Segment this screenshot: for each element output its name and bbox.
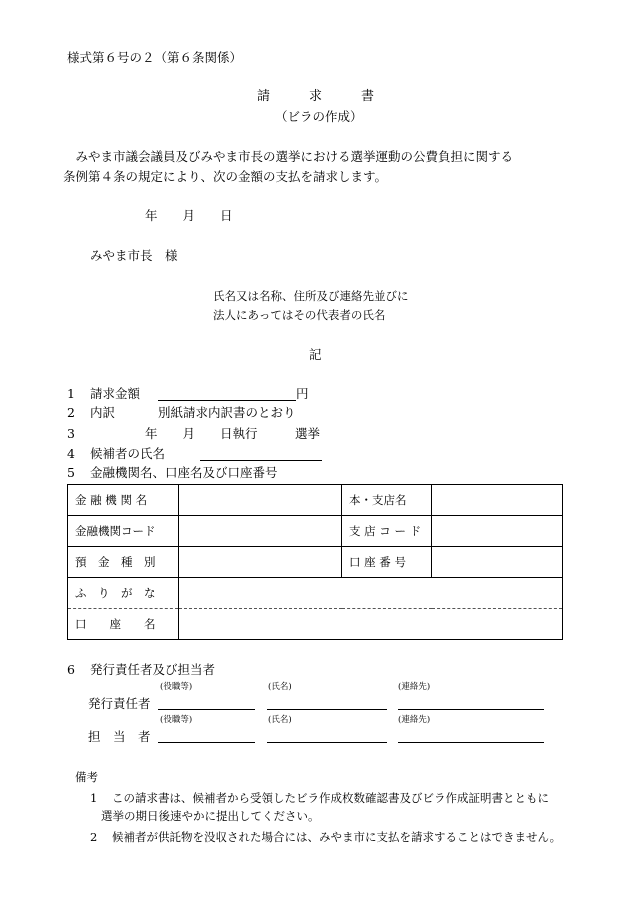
table-row <box>68 516 563 547</box>
publisher-label: 発行責任者 <box>88 696 151 711</box>
document-subtitle: （ビラの作成） <box>275 109 363 124</box>
branch-name-label: 本・支店名 <box>342 485 432 516</box>
person-in-charge-label: 担 当 者 <box>88 729 151 744</box>
branch-code-label: 支 店 コ ー ド <box>342 516 432 547</box>
note1-line2: 選挙の期日後速やかに提出してください。 <box>101 809 320 823</box>
staff-contact-caption: (連絡先) <box>398 715 431 725</box>
notes-heading: 備考 <box>75 770 98 784</box>
table-row <box>68 485 563 516</box>
ki-heading: 記 <box>309 347 322 362</box>
furigana-label: ふ り が な <box>68 578 179 609</box>
publisher-contact-caption: (連絡先) <box>398 682 431 692</box>
staff-name-field[interactable] <box>267 742 387 743</box>
staff-name-caption: (氏名) <box>268 715 292 725</box>
table-row <box>68 578 563 609</box>
table-row <box>68 609 563 640</box>
section6-label: 発行責任者及び担当者 <box>90 662 216 677</box>
bank-code-field[interactable] <box>179 516 342 547</box>
bank-code-label: 金融機関コード <box>68 516 179 547</box>
note2-number: 2 <box>90 830 98 844</box>
bank-name-label: 金 融 機 関 名 <box>68 485 179 516</box>
item1-number: 1 <box>67 386 75 401</box>
document-title: 請 求 書 <box>257 89 375 104</box>
note1-number: 1 <box>90 791 98 805</box>
publisher-contact-field[interactable] <box>398 709 544 710</box>
item1-label: 請求金額 <box>90 386 141 401</box>
item3-text: 年 月 日執行 選挙 <box>145 426 321 441</box>
item5-number: 5 <box>67 465 75 480</box>
bank-name-field[interactable] <box>179 485 342 516</box>
furigana-field[interactable] <box>179 578 563 609</box>
item2-label: 内訳 <box>90 405 116 420</box>
branch-name-field[interactable] <box>432 485 563 516</box>
intro-text-line1: みやま市議会議員及びみやま市長の選挙における選挙運動の公費負担に関する <box>63 149 514 164</box>
intro-text-line2: 条例第４条の規定により、次の金額の支払を請求します。 <box>63 169 388 184</box>
date-line: 年 月 日 <box>145 208 233 223</box>
applicant-label-line1: 氏名又は名称、住所及び連絡先並びに <box>213 289 409 303</box>
table-row <box>68 547 563 578</box>
item1-unit: 円 <box>296 386 309 401</box>
item4-number: 4 <box>67 446 75 461</box>
section6-number: 6 <box>67 662 75 677</box>
bank-account-table <box>67 484 563 640</box>
account-number-label: 口 座 番 号 <box>342 547 432 578</box>
publisher-role-field[interactable] <box>158 709 255 710</box>
note1-line1: この請求書は、候補者から受領したビラ作成枚数確認書及びビラ作成証明書とともに <box>112 791 549 805</box>
account-name-field[interactable] <box>179 609 563 640</box>
candidate-name-field[interactable] <box>200 460 322 461</box>
deposit-type-label: 預 金 種 別 <box>68 547 179 578</box>
publisher-name-field[interactable] <box>267 709 387 710</box>
account-number-field[interactable] <box>432 547 563 578</box>
addressee: みやま市長 様 <box>90 248 178 263</box>
publisher-name-caption: (氏名) <box>268 682 292 692</box>
branch-code-field[interactable] <box>432 516 563 547</box>
claim-amount-field[interactable] <box>158 400 296 401</box>
item2-value: 別紙請求内訳書のとおり <box>158 405 296 420</box>
item2-number: 2 <box>67 405 75 420</box>
account-name-label: 口 座 名 <box>68 609 179 640</box>
deposit-type-field[interactable] <box>179 547 342 578</box>
staff-role-field[interactable] <box>158 742 255 743</box>
item3-number: 3 <box>67 426 75 441</box>
item5-label: 金融機関名、口座名及び口座番号 <box>90 465 278 480</box>
staff-role-caption: (役職等) <box>160 715 193 725</box>
applicant-label-line2: 法人にあってはその代表者の氏名 <box>213 308 386 322</box>
form-number: 様式第６号の２（第６条関係） <box>67 50 243 65</box>
publisher-role-caption: (役職等) <box>160 682 193 692</box>
item4-label: 候補者の氏名 <box>90 446 166 461</box>
note2-text: 候補者が供託物を没収された場合には、みやま市に支払を請求することはできません。 <box>112 830 562 844</box>
staff-contact-field[interactable] <box>398 742 544 743</box>
